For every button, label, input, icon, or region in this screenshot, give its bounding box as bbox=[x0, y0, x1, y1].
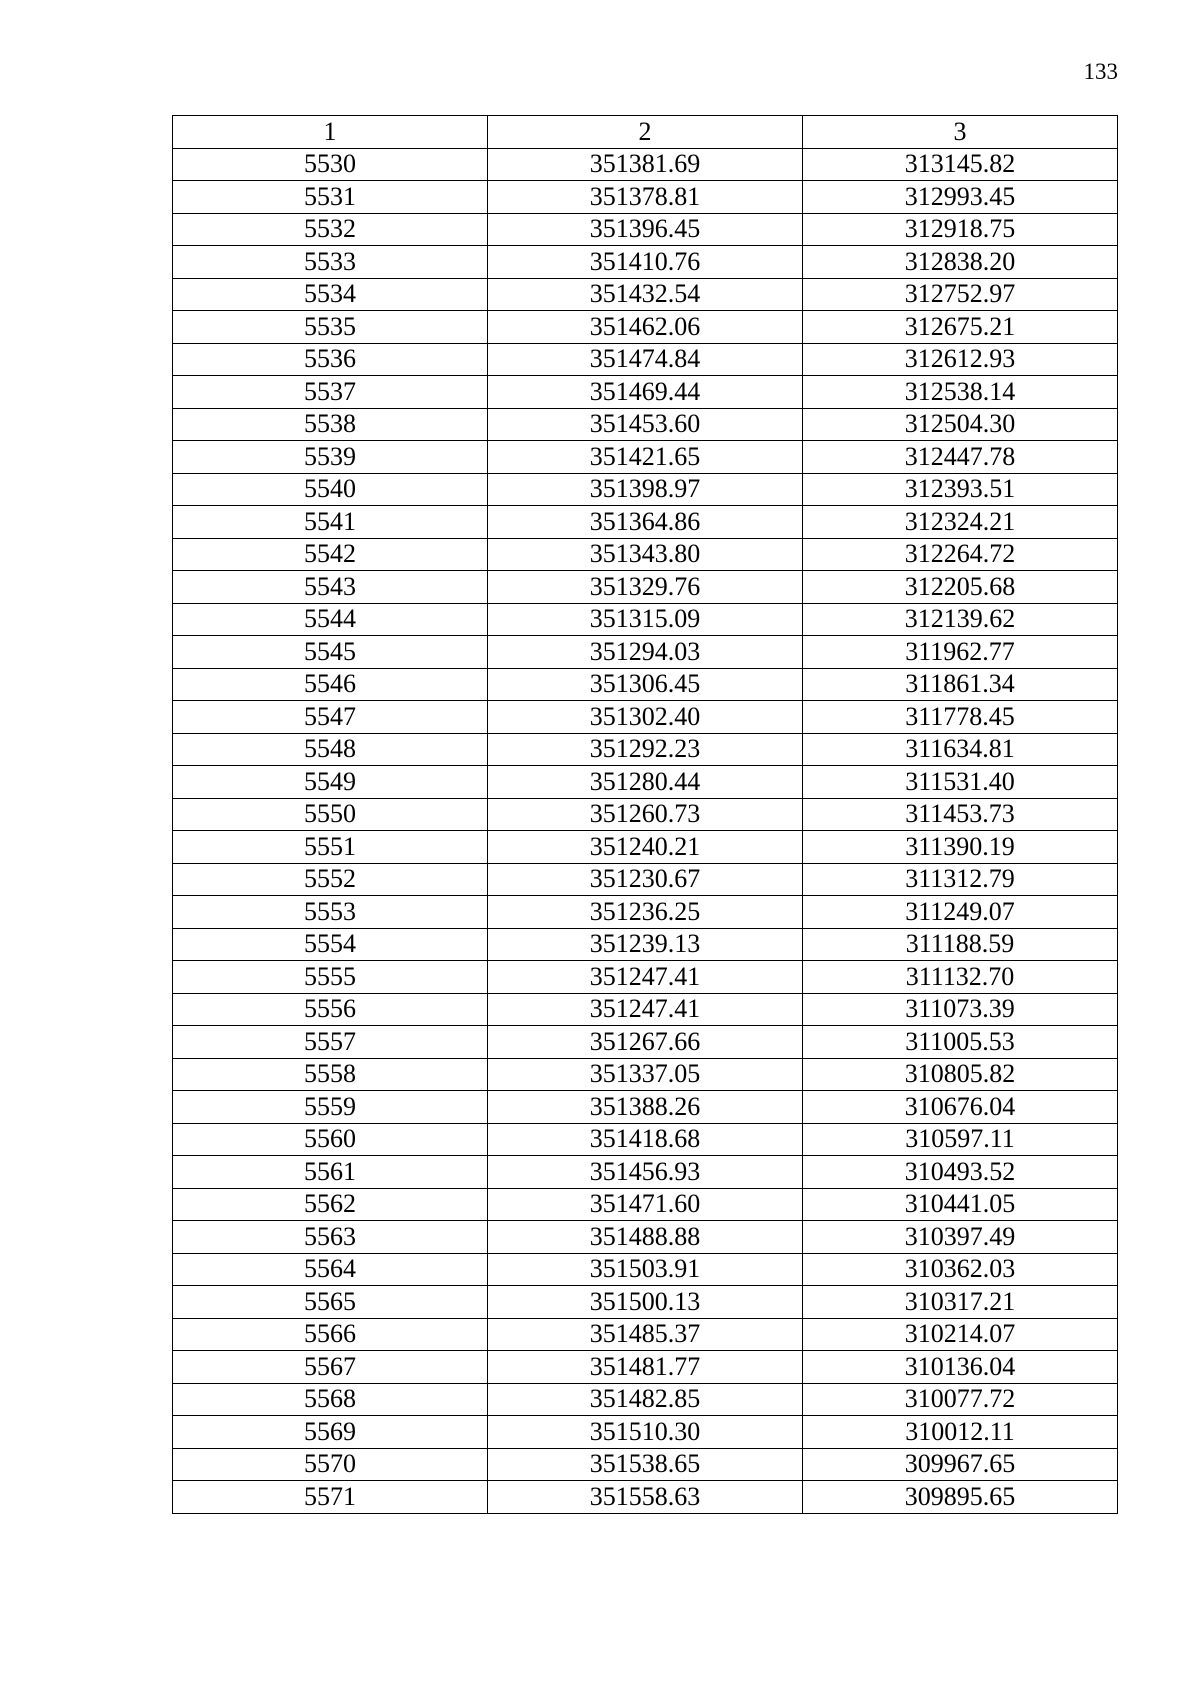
x-coordinate-cell: 351485.37 bbox=[488, 1318, 803, 1351]
point-number-cell: 5568 bbox=[173, 1383, 488, 1416]
point-number-cell: 5571 bbox=[173, 1481, 488, 1514]
x-coordinate-cell: 351482.85 bbox=[488, 1383, 803, 1416]
column-header-1: 1 bbox=[173, 116, 488, 149]
x-coordinate-cell: 351471.60 bbox=[488, 1188, 803, 1221]
table-row bbox=[173, 148, 1118, 181]
y-coordinate-cell: 310136.04 bbox=[803, 1351, 1118, 1384]
table-row bbox=[173, 766, 1118, 799]
table-row bbox=[173, 1448, 1118, 1481]
y-coordinate-cell: 311634.81 bbox=[803, 733, 1118, 766]
y-coordinate-cell: 311005.53 bbox=[803, 1026, 1118, 1059]
y-coordinate-cell: 310317.21 bbox=[803, 1286, 1118, 1319]
x-coordinate-cell: 351280.44 bbox=[488, 766, 803, 799]
point-number-cell: 5552 bbox=[173, 863, 488, 896]
y-coordinate-cell: 311312.79 bbox=[803, 863, 1118, 896]
y-coordinate-cell: 312752.97 bbox=[803, 278, 1118, 311]
y-coordinate-cell: 312504.30 bbox=[803, 408, 1118, 441]
x-coordinate-cell: 351481.77 bbox=[488, 1351, 803, 1384]
y-coordinate-cell: 311188.59 bbox=[803, 928, 1118, 961]
y-coordinate-cell: 312538.14 bbox=[803, 376, 1118, 409]
table-row bbox=[173, 993, 1118, 1026]
table-row bbox=[173, 928, 1118, 961]
table-row bbox=[173, 701, 1118, 734]
point-number-cell: 5556 bbox=[173, 993, 488, 1026]
x-coordinate-cell: 351396.45 bbox=[488, 213, 803, 246]
table-row bbox=[173, 1058, 1118, 1091]
y-coordinate-cell: 310441.05 bbox=[803, 1188, 1118, 1221]
x-coordinate-cell: 351410.76 bbox=[488, 246, 803, 279]
point-number-cell: 5570 bbox=[173, 1448, 488, 1481]
page-number: 133 bbox=[1083, 59, 1118, 84]
x-coordinate-cell: 351388.26 bbox=[488, 1091, 803, 1124]
point-number-cell: 5543 bbox=[173, 571, 488, 604]
y-coordinate-cell: 309967.65 bbox=[803, 1448, 1118, 1481]
y-coordinate-cell: 310597.11 bbox=[803, 1123, 1118, 1156]
table-row bbox=[173, 863, 1118, 896]
x-coordinate-cell: 351364.86 bbox=[488, 506, 803, 539]
point-number-cell: 5557 bbox=[173, 1026, 488, 1059]
point-number-cell: 5532 bbox=[173, 213, 488, 246]
y-coordinate-cell: 310012.11 bbox=[803, 1416, 1118, 1449]
table-row bbox=[173, 506, 1118, 539]
table-row bbox=[173, 311, 1118, 344]
table-row bbox=[173, 1351, 1118, 1384]
y-coordinate-cell: 312139.62 bbox=[803, 603, 1118, 636]
table-row bbox=[173, 1221, 1118, 1254]
point-number-cell: 5534 bbox=[173, 278, 488, 311]
point-number-cell: 5569 bbox=[173, 1416, 488, 1449]
y-coordinate-cell: 310397.49 bbox=[803, 1221, 1118, 1254]
point-number-cell: 5554 bbox=[173, 928, 488, 961]
x-coordinate-cell: 351510.30 bbox=[488, 1416, 803, 1449]
point-number-cell: 5535 bbox=[173, 311, 488, 344]
point-number-cell: 5559 bbox=[173, 1091, 488, 1124]
table-row bbox=[173, 1091, 1118, 1124]
x-coordinate-cell: 351294.03 bbox=[488, 636, 803, 669]
table-row bbox=[173, 1026, 1118, 1059]
table-row bbox=[173, 1383, 1118, 1416]
point-number-cell: 5563 bbox=[173, 1221, 488, 1254]
coordinates-table bbox=[172, 115, 1118, 1514]
table-row bbox=[173, 213, 1118, 246]
point-number-cell: 5564 bbox=[173, 1253, 488, 1286]
table-row bbox=[173, 636, 1118, 669]
x-coordinate-cell: 351456.93 bbox=[488, 1156, 803, 1189]
column-header-3: 3 bbox=[803, 116, 1118, 149]
point-number-cell: 5542 bbox=[173, 538, 488, 571]
table-row bbox=[173, 603, 1118, 636]
x-coordinate-cell: 351558.63 bbox=[488, 1481, 803, 1514]
x-coordinate-cell: 351418.68 bbox=[488, 1123, 803, 1156]
y-coordinate-cell: 312324.21 bbox=[803, 506, 1118, 539]
y-coordinate-cell: 310676.04 bbox=[803, 1091, 1118, 1124]
point-number-cell: 5533 bbox=[173, 246, 488, 279]
y-coordinate-cell: 311073.39 bbox=[803, 993, 1118, 1026]
x-coordinate-cell: 351247.41 bbox=[488, 961, 803, 994]
table-row bbox=[173, 246, 1118, 279]
point-number-cell: 5548 bbox=[173, 733, 488, 766]
x-coordinate-cell: 351240.21 bbox=[488, 831, 803, 864]
point-number-cell: 5530 bbox=[173, 148, 488, 181]
y-coordinate-cell: 312612.93 bbox=[803, 343, 1118, 376]
x-coordinate-cell: 351239.13 bbox=[488, 928, 803, 961]
table-row bbox=[173, 376, 1118, 409]
x-coordinate-cell: 351315.09 bbox=[488, 603, 803, 636]
x-coordinate-cell: 351398.97 bbox=[488, 473, 803, 506]
y-coordinate-cell: 311453.73 bbox=[803, 798, 1118, 831]
y-coordinate-cell: 312447.78 bbox=[803, 441, 1118, 474]
y-coordinate-cell: 311249.07 bbox=[803, 896, 1118, 929]
x-coordinate-cell: 351453.60 bbox=[488, 408, 803, 441]
x-coordinate-cell: 351378.81 bbox=[488, 181, 803, 214]
table-row bbox=[173, 441, 1118, 474]
point-number-cell: 5566 bbox=[173, 1318, 488, 1351]
y-coordinate-cell: 310805.82 bbox=[803, 1058, 1118, 1091]
header-row bbox=[173, 116, 1118, 149]
y-coordinate-cell: 311861.34 bbox=[803, 668, 1118, 701]
table-row bbox=[173, 961, 1118, 994]
table-row bbox=[173, 1286, 1118, 1319]
table-row bbox=[173, 1481, 1118, 1514]
table-header bbox=[173, 116, 1118, 149]
point-number-cell: 5537 bbox=[173, 376, 488, 409]
y-coordinate-cell: 311390.19 bbox=[803, 831, 1118, 864]
column-header-2: 2 bbox=[488, 116, 803, 149]
point-number-cell: 5551 bbox=[173, 831, 488, 864]
y-coordinate-cell: 312264.72 bbox=[803, 538, 1118, 571]
x-coordinate-cell: 351421.65 bbox=[488, 441, 803, 474]
point-number-cell: 5562 bbox=[173, 1188, 488, 1221]
table-row bbox=[173, 1253, 1118, 1286]
x-coordinate-cell: 351236.25 bbox=[488, 896, 803, 929]
table-row bbox=[173, 571, 1118, 604]
y-coordinate-cell: 312393.51 bbox=[803, 473, 1118, 506]
table-row bbox=[173, 1188, 1118, 1221]
point-number-cell: 5553 bbox=[173, 896, 488, 929]
x-coordinate-cell: 351247.41 bbox=[488, 993, 803, 1026]
x-coordinate-cell: 351292.23 bbox=[488, 733, 803, 766]
x-coordinate-cell: 351474.84 bbox=[488, 343, 803, 376]
table-row bbox=[173, 896, 1118, 929]
point-number-cell: 5531 bbox=[173, 181, 488, 214]
x-coordinate-cell: 351260.73 bbox=[488, 798, 803, 831]
y-coordinate-cell: 312205.68 bbox=[803, 571, 1118, 604]
table-row bbox=[173, 831, 1118, 864]
point-number-cell: 5547 bbox=[173, 701, 488, 734]
point-number-cell: 5550 bbox=[173, 798, 488, 831]
table-row bbox=[173, 181, 1118, 214]
x-coordinate-cell: 351302.40 bbox=[488, 701, 803, 734]
x-coordinate-cell: 351469.44 bbox=[488, 376, 803, 409]
table-row bbox=[173, 1318, 1118, 1351]
table-row bbox=[173, 1156, 1118, 1189]
y-coordinate-cell: 311778.45 bbox=[803, 701, 1118, 734]
x-coordinate-cell: 351500.13 bbox=[488, 1286, 803, 1319]
y-coordinate-cell: 311531.40 bbox=[803, 766, 1118, 799]
x-coordinate-cell: 351267.66 bbox=[488, 1026, 803, 1059]
table-row bbox=[173, 408, 1118, 441]
y-coordinate-cell: 310493.52 bbox=[803, 1156, 1118, 1189]
point-number-cell: 5536 bbox=[173, 343, 488, 376]
y-coordinate-cell: 311132.70 bbox=[803, 961, 1118, 994]
y-coordinate-cell: 310214.07 bbox=[803, 1318, 1118, 1351]
table-row bbox=[173, 538, 1118, 571]
point-number-cell: 5539 bbox=[173, 441, 488, 474]
point-number-cell: 5545 bbox=[173, 636, 488, 669]
table-row bbox=[173, 798, 1118, 831]
y-coordinate-cell: 312993.45 bbox=[803, 181, 1118, 214]
table-row bbox=[173, 1416, 1118, 1449]
point-number-cell: 5561 bbox=[173, 1156, 488, 1189]
x-coordinate-cell: 351337.05 bbox=[488, 1058, 803, 1091]
point-number-cell: 5565 bbox=[173, 1286, 488, 1319]
x-coordinate-cell: 351329.76 bbox=[488, 571, 803, 604]
point-number-cell: 5540 bbox=[173, 473, 488, 506]
y-coordinate-cell: 310362.03 bbox=[803, 1253, 1118, 1286]
y-coordinate-cell: 310077.72 bbox=[803, 1383, 1118, 1416]
x-coordinate-cell: 351381.69 bbox=[488, 148, 803, 181]
y-coordinate-cell: 311962.77 bbox=[803, 636, 1118, 669]
y-coordinate-cell: 312675.21 bbox=[803, 311, 1118, 344]
point-number-cell: 5538 bbox=[173, 408, 488, 441]
x-coordinate-cell: 351462.06 bbox=[488, 311, 803, 344]
y-coordinate-cell: 312918.75 bbox=[803, 213, 1118, 246]
x-coordinate-cell: 351432.54 bbox=[488, 278, 803, 311]
point-number-cell: 5544 bbox=[173, 603, 488, 636]
table-row bbox=[173, 733, 1118, 766]
table-row bbox=[173, 1123, 1118, 1156]
x-coordinate-cell: 351230.67 bbox=[488, 863, 803, 896]
point-number-cell: 5555 bbox=[173, 961, 488, 994]
x-coordinate-cell: 351503.91 bbox=[488, 1253, 803, 1286]
y-coordinate-cell: 313145.82 bbox=[803, 148, 1118, 181]
table-row bbox=[173, 343, 1118, 376]
x-coordinate-cell: 351306.45 bbox=[488, 668, 803, 701]
y-coordinate-cell: 309895.65 bbox=[803, 1481, 1118, 1514]
x-coordinate-cell: 351538.65 bbox=[488, 1448, 803, 1481]
point-number-cell: 5567 bbox=[173, 1351, 488, 1384]
table-row bbox=[173, 473, 1118, 506]
table-body bbox=[173, 148, 1118, 1513]
x-coordinate-cell: 351488.88 bbox=[488, 1221, 803, 1254]
point-number-cell: 5541 bbox=[173, 506, 488, 539]
point-number-cell: 5549 bbox=[173, 766, 488, 799]
y-coordinate-cell: 312838.20 bbox=[803, 246, 1118, 279]
table-row bbox=[173, 668, 1118, 701]
point-number-cell: 5558 bbox=[173, 1058, 488, 1091]
x-coordinate-cell: 351343.80 bbox=[488, 538, 803, 571]
table-row bbox=[173, 278, 1118, 311]
point-number-cell: 5560 bbox=[173, 1123, 488, 1156]
point-number-cell: 5546 bbox=[173, 668, 488, 701]
